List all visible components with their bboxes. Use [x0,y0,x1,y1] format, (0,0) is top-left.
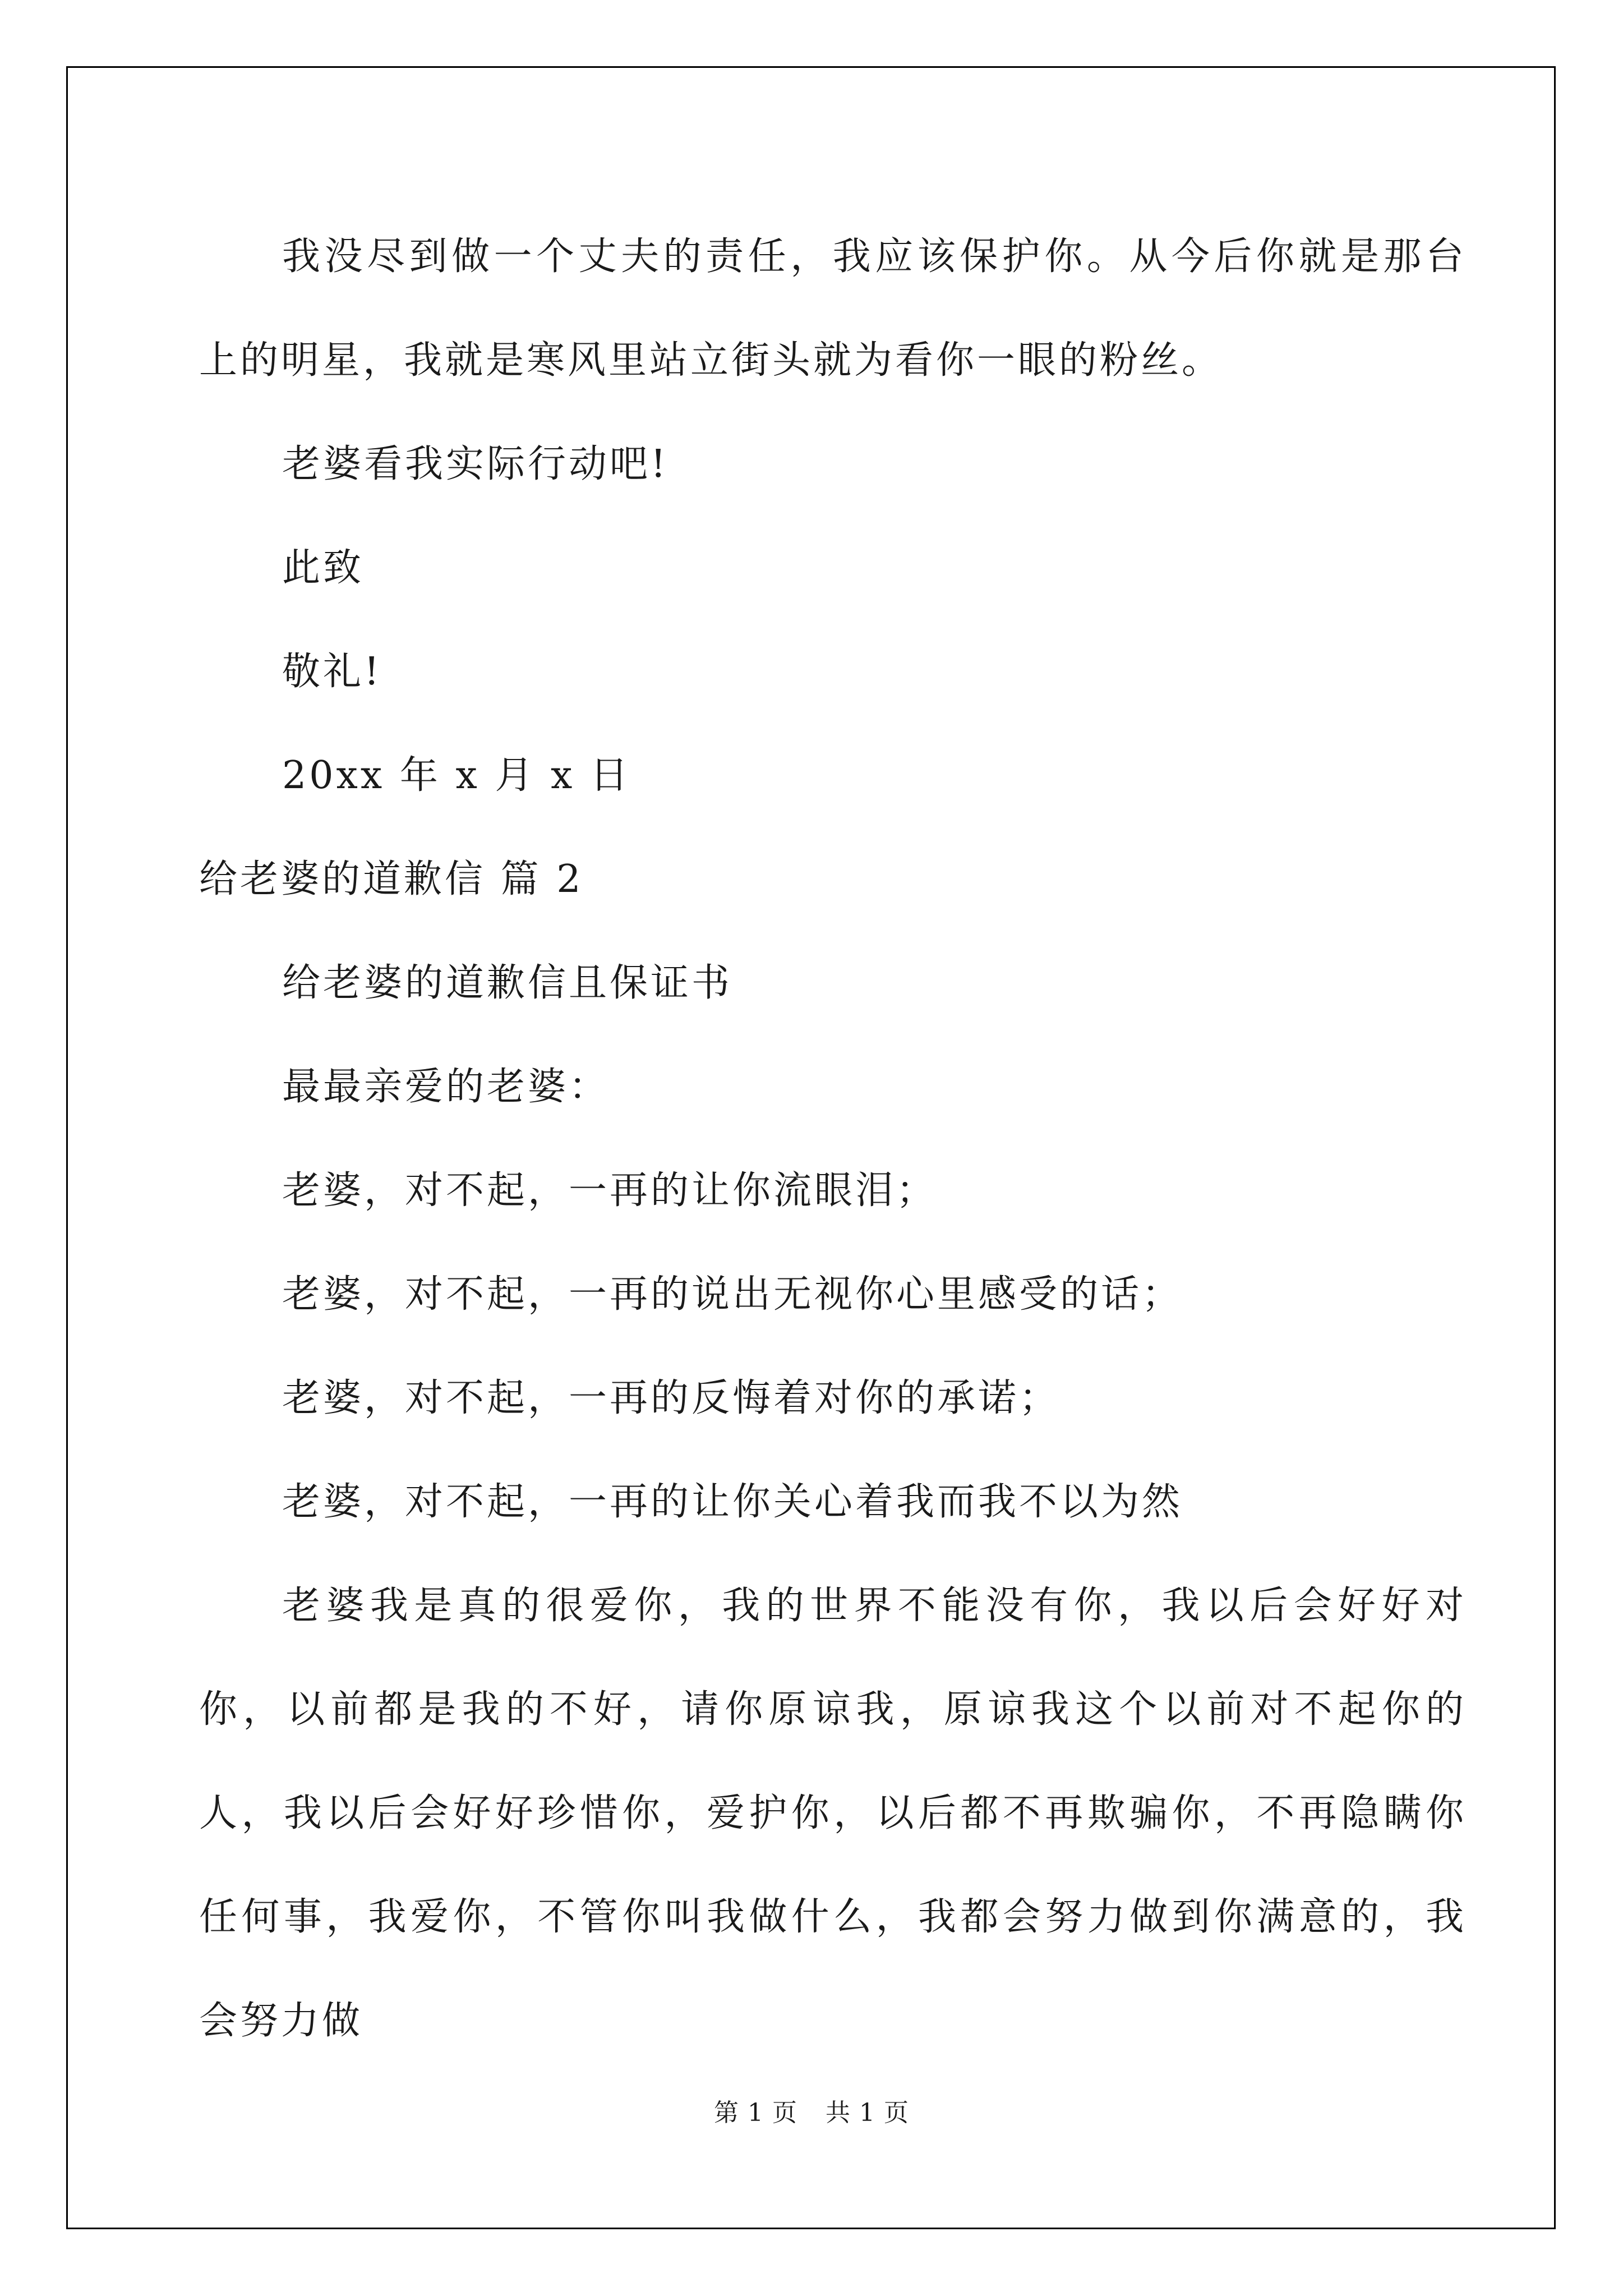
letter-greeting: 最最亲爱的老婆： [282,1065,610,1109]
document-body [199,205,1467,2073]
closing-salutation: 此致 [282,546,365,590]
paragraph-p13: 老婆我是真的很爱你，我的世界不能没有你，我以后会好好对你，以前都是我的不好，请你原谅我，原谅我这个以前对不起你的人，我以后会好好珍惜你，爱护你，以后都不再欺骗你，不再隐瞒你任何事，我爱你，不管你叫我做什么，我都会努力做到你满意的，我会努力做 [199,1584,1467,2043]
letter-title: 给老婆的道歉信且保证书 [282,961,733,1005]
page-number-total: 共 1 页 [826,2099,909,2127]
apology-line-4: 老婆，对不起，一再的让你关心着我而我不以为然 [282,1480,1183,1524]
apology-line-3: 老婆，对不起，一再的反悔着对你的承诺； [282,1376,1061,1420]
section-heading: 给老婆的道歉信 篇 2 [199,857,584,901]
page-number-current: 第 1 页 [714,2099,797,2127]
closing-regards: 敬礼! [282,650,382,694]
apology-line-1: 老婆，对不起，一再的让你流眼泪； [282,1168,938,1213]
paragraph-p2: 老婆看我实际行动吧! [282,442,669,486]
page-footer [0,2092,1623,2128]
letter-date: 20xx 年 x 月 x 日 [282,753,631,798]
apology-line-2: 老婆，对不起，一再的说出无视你心里感受的话； [282,1272,1183,1317]
paragraph-p1: 我没尽到做一个丈夫的责任，我应该保护你。从今后你就是那台上的明星，我就是寒风里站立街头就为看你一眼的粉丝。 [199,234,1467,383]
